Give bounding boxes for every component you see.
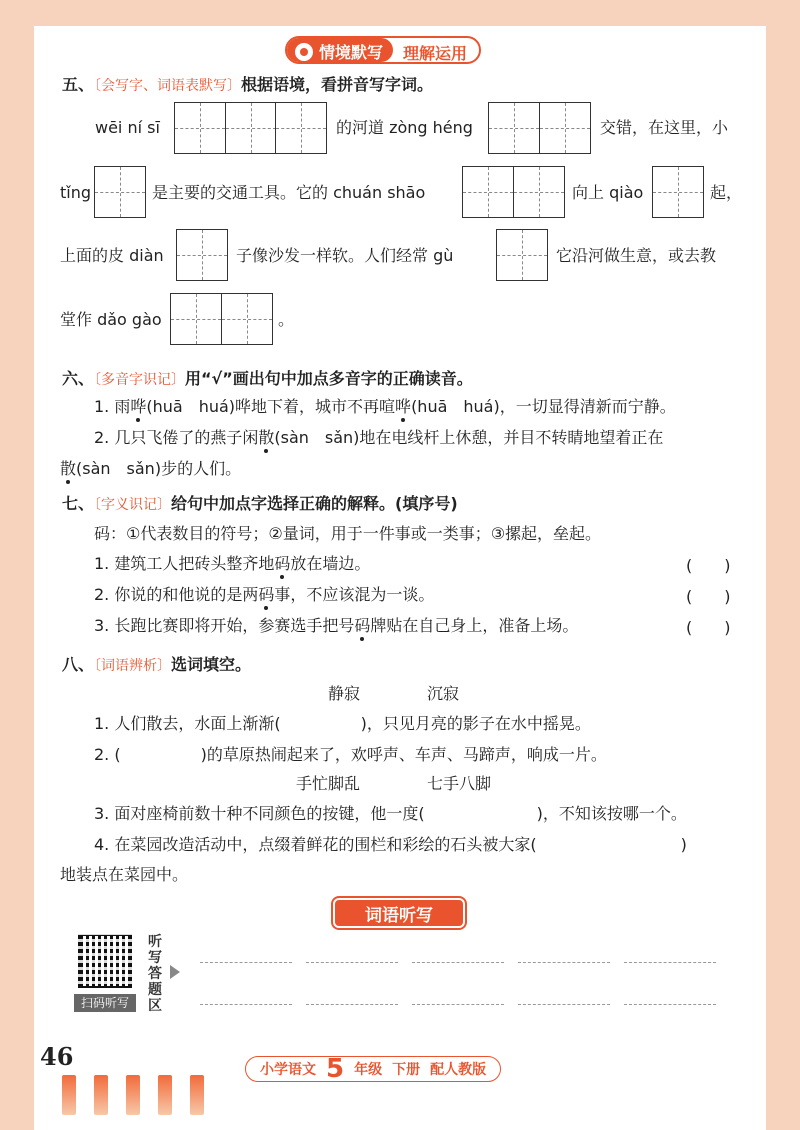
section-5-title (62, 72, 433, 95)
s7-q2-text-a: 2. 你说的和他说的是两 (94, 585, 259, 604)
s6-question-2-cont (60, 458, 241, 480)
section-header-tab (285, 36, 481, 64)
s5-text-8: 它沿河做生意，或去教 (556, 246, 717, 265)
s7-q3-text-b: 牌贴在自己身上，准备上场。 (370, 616, 579, 635)
section-5-tag: 〔会写字、词语表默写〕 (94, 78, 242, 94)
writing-box[interactable] (221, 293, 273, 345)
flower-icon (295, 43, 313, 61)
stripe (62, 1075, 76, 1115)
dictation-title: 词语听写 (333, 898, 465, 928)
dictation-line[interactable] (306, 1004, 398, 1005)
footer-grade: 年级 (354, 1062, 383, 1078)
s6-q2-text-c[interactable]: (sàn sǎn)步的人们。 (76, 459, 242, 478)
section-8-number: 八、 (62, 655, 95, 674)
dictation-vertical-label: 听写答题区 (148, 934, 162, 1014)
s5-answer-boxes-1[interactable] (174, 102, 327, 154)
s5-text-2: 交错，在这里，小 (600, 118, 729, 137)
section-8-instruction: 选词填空。 (171, 655, 252, 674)
s5-text-3: 是主要的交通工具。它的 chuán shāo (152, 183, 426, 202)
s5-answer-boxes-6[interactable] (176, 229, 228, 281)
s7-q2-text-b: 事，不应该混为一谈。 (274, 585, 435, 604)
dictation-line[interactable] (518, 962, 610, 963)
header-tab-right-label: 理解运用 (403, 44, 468, 63)
stripe (126, 1075, 140, 1115)
dictation-line[interactable] (412, 962, 504, 963)
s8-question-2[interactable]: 2. ( )的草原热闹起来了，欢呼声、车声、马蹄声，响成一片。 (94, 745, 607, 764)
writing-box[interactable] (513, 166, 565, 218)
dictation-line[interactable] (518, 1004, 610, 1005)
qr-code-pattern (78, 934, 132, 988)
s6-q2-text-b[interactable]: (sàn sǎn)地在电线杆上休憩，并目不转睛地望着正在 (274, 428, 664, 447)
s7-question-3 (94, 615, 578, 637)
s5-answer-boxes-5[interactable] (652, 166, 704, 218)
s8-question-3[interactable]: 3. 面对座椅前数十种不同颜色的按键，他一度( )，不知该按哪一个。 (94, 804, 687, 823)
section-7-title (62, 491, 458, 514)
section-5-instruction: 根据语境，看拼音写字词。 (241, 75, 434, 94)
section-8-title (62, 652, 251, 675)
s5-text-4: 向上 qiào (572, 183, 644, 202)
s7-answer-paren-1[interactable]: ( ) (686, 556, 731, 575)
dotted-char: 码 (274, 554, 291, 573)
section-6-number: 六、 (62, 369, 95, 388)
s7-answer-paren-3[interactable]: ( ) (686, 618, 731, 637)
dotted-char: 散 (60, 459, 77, 478)
dotted-char: 散 (258, 428, 275, 447)
book-info-pill (245, 1056, 501, 1082)
footer-volume: 下册 (392, 1062, 421, 1078)
section-7-instruction: 给句中加点字选择正确的解释。(填序号) (171, 494, 458, 513)
s8-word-option-1b: 沉寂 (427, 684, 460, 703)
dictation-line[interactable] (412, 1004, 504, 1005)
dotted-char: 码 (354, 616, 371, 635)
qr-scan-label: 扫码听写 (74, 994, 136, 1012)
s5-text-10: 。 (278, 310, 295, 329)
dictation-line[interactable] (200, 962, 292, 963)
s5-text-9: 堂作 dǎo gào (60, 310, 162, 329)
s5-text-7: 子像沙发一样软。人们经常 gù (236, 246, 454, 265)
section-6-title (62, 366, 473, 389)
s8-word-option-2b: 七手八脚 (427, 774, 492, 793)
s8-question-4-cont: 地装点在菜园中。 (60, 865, 189, 884)
writing-box[interactable] (94, 166, 146, 218)
dictation-line[interactable] (624, 1004, 716, 1005)
header-tab-left (287, 38, 393, 62)
stripe (158, 1075, 172, 1115)
s6-question-1 (94, 396, 676, 418)
s5-text-6: 上面的皮 diàn (60, 246, 164, 265)
writing-box[interactable] (462, 166, 514, 218)
s8-word-option-2a: 手忙脚乱 (296, 774, 361, 793)
page-number: 46 (40, 1042, 74, 1071)
s5-answer-boxes-2[interactable] (488, 102, 591, 154)
section-7-tag: 〔字义识记〕 (94, 497, 172, 513)
s7-definition: 码：①代表数目的符号；②量词，用于一件事或一类事；③摞起，垒起。 (94, 524, 602, 543)
arrow-right-icon (170, 965, 180, 979)
footer-subject: 小学语文 (260, 1062, 316, 1078)
s6-question-2 (94, 427, 663, 449)
section-8-tag: 〔词语辨析〕 (94, 658, 172, 674)
writing-box[interactable] (174, 102, 226, 154)
s7-q1-text-b: 放在墙边。 (290, 554, 371, 573)
writing-box[interactable] (176, 229, 228, 281)
decorative-stripes (62, 1075, 204, 1115)
s5-answer-boxes-4[interactable] (462, 166, 565, 218)
dotted-char: 哗 (395, 397, 412, 416)
writing-box[interactable] (488, 102, 540, 154)
s8-question-4[interactable]: 4. 在菜园改造活动中，点缀着鲜花的围栏和彩绘的石头被大家( ) (94, 835, 687, 854)
stripe (94, 1075, 108, 1115)
s5-text-5: 起， (710, 183, 743, 202)
writing-box[interactable] (496, 229, 548, 281)
s7-q3-text-a: 3. 长跑比赛即将开始，参赛选手把号 (94, 616, 355, 635)
s7-answer-paren-2[interactable]: ( ) (686, 587, 731, 606)
s6-q1-text-b[interactable]: (huā huá)哗地下着，城市不再喧 (146, 397, 396, 416)
writing-box[interactable] (275, 102, 327, 154)
s5-text-1: 的河道 zòng héng (336, 118, 473, 137)
s5-pinyin-weinisi: wēi ní sī (95, 118, 160, 137)
header-tab-left-label: 情境默写 (319, 43, 384, 62)
writing-box[interactable] (652, 166, 704, 218)
s5-pinyin-ting: tǐng (60, 183, 92, 202)
writing-box[interactable] (539, 102, 591, 154)
s6-q2-text-a: 2. 几只飞倦了的燕子闲 (94, 428, 259, 447)
section-6-instruction: 用“√”画出句中加点多音字的正确读音。 (185, 369, 473, 388)
section-6-tag: 〔多音字识记〕 (94, 372, 186, 388)
dotted-char: 码 (258, 585, 275, 604)
writing-box[interactable] (170, 293, 222, 345)
s6-q1-text-c[interactable]: (huā huá)，一切显得清新而宁静。 (411, 397, 676, 416)
footer-grade-number: 5 (326, 1054, 345, 1084)
dictation-line[interactable] (306, 962, 398, 963)
s7-question-2 (94, 584, 434, 606)
writing-box[interactable] (225, 102, 277, 154)
footer-edition: 配人教版 (430, 1062, 487, 1078)
s5-answer-boxes-7[interactable] (496, 229, 548, 281)
section-7-number: 七、 (62, 494, 95, 513)
stripe (190, 1075, 204, 1115)
s8-question-1[interactable]: 1. 人们散去，水面上渐渐( )，只见月亮的影子在水中摇晃。 (94, 714, 591, 733)
s6-q1-text-a: 1. 雨 (94, 397, 131, 416)
section-5-number: 五、 (62, 75, 95, 94)
s7-q1-text-a: 1. 建筑工人把砖头整齐地 (94, 554, 275, 573)
dotted-char: 哗 (130, 397, 147, 416)
s5-answer-boxes-8[interactable] (170, 293, 273, 345)
dictation-line[interactable] (200, 1004, 292, 1005)
dictation-line[interactable] (624, 962, 716, 963)
s8-word-option-1a: 静寂 (328, 684, 361, 703)
s5-answer-boxes-3[interactable] (94, 166, 146, 218)
s7-question-1 (94, 553, 370, 575)
